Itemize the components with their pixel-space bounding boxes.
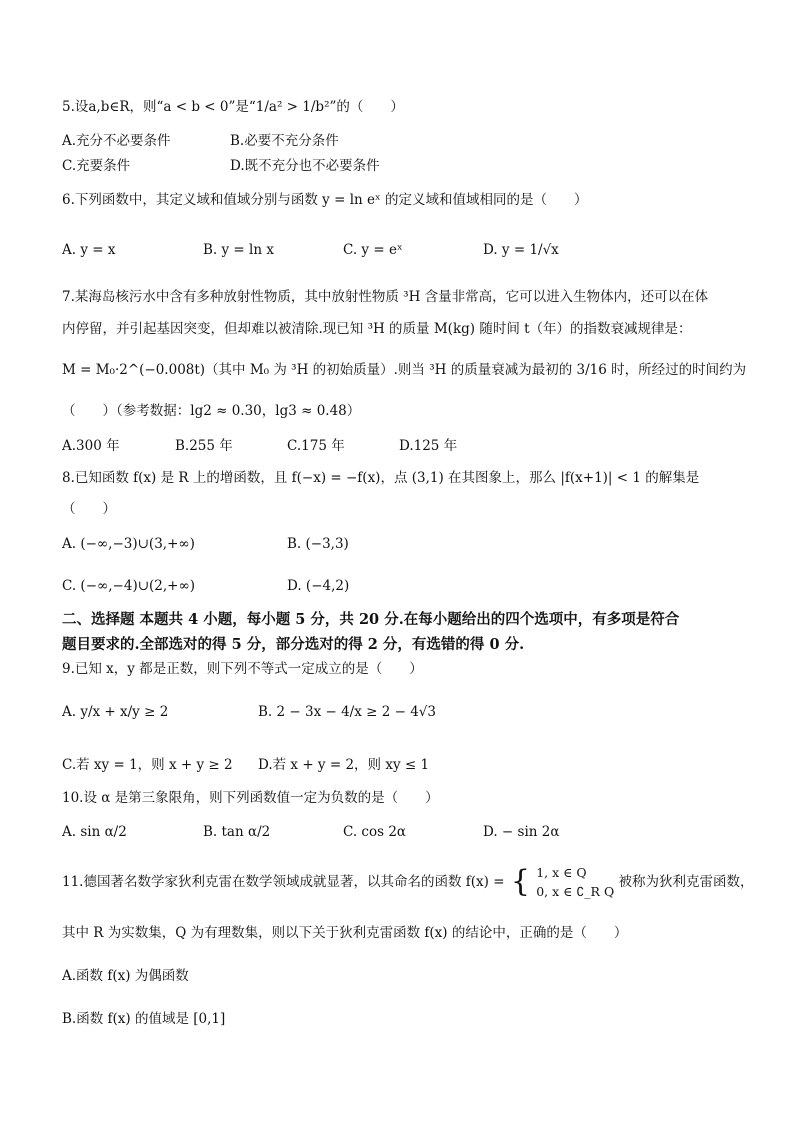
piecewise-brace: { [510,864,530,899]
q5-option-d: D.既不充分也不必要条件 [230,158,380,174]
q11-line-1-start: 11.德国著名数学家狄利克雷在数学领域成就显著，以其命名的函数 f(x) = [62,874,505,890]
q5-option-b: B.必要不充分条件 [230,133,339,149]
q10-option-a: A. sin α/2 [62,824,127,840]
q9-option-b: B. 2 − 3x − 4/x ≥ 2 − 4√3 [258,704,436,720]
q8-option-b: B. (−3,3) [287,536,349,552]
q11-line-1 [62,863,754,901]
q9-stem: 9.已知 x，y 都是正数，则下列不等式一定成立的是（ ） [62,661,423,677]
piecewise-case-2: 0, x ∈ ∁_R Q [536,884,615,899]
q8-line-2: （ ） [62,501,116,517]
q7-line-3: M = M₀·2^(−0.008t)（其中 M₀ 为 ³H 的初始质量）.则当 ³H 的质量衰减为最初的 3/16 时，所经过的时间约为 [62,362,747,378]
q10-option-c: C. cos 2α [343,824,407,840]
q10-option-d: D. − sin 2α [483,824,560,840]
q5-option-c: C.充要条件 [62,158,131,174]
section-2-heading-line-1: 二、选择题 本题共 4 小题，每小题 5 分，共 20 分.在每小题给出的四个选项中，有多项是符合 [62,611,680,628]
piecewise-cases [536,863,614,901]
q11-option-b: B.函数 f(x) 的值域是 [0,1] [62,1011,226,1027]
q8-option-c: C. (−∞,−4)∪(2,+∞) [62,578,195,594]
section-2-heading-line-2: 题目要求的.全部选对的得 5 分，部分选对的得 2 分，有选错的得 0 分. [62,636,525,653]
q7-line-2: 内停留，并引起基因突变，但却难以被清除.现已知 ³H 的质量 M(kg) 随时间 t（年）的指数衰减规律是： [62,321,692,337]
q11-line-2: 其中 R 为实数集，Q 为有理数集，则以下关于狄利克雷函数 f(x) 的结论中，正确的是（ ） [62,925,628,941]
q11-option-a: A.函数 f(x) 为偶函数 [62,968,189,984]
q7-option-a: A.300 年 [62,438,120,454]
q10-option-b: B. tan α/2 [203,824,271,840]
q7-line-4: （ ）（参考数据：lg2 ≈ 0.30，lg3 ≈ 0.48） [62,403,361,419]
q6-option-b: B. y = ln x [203,242,274,258]
q8-line-1: 8.已知函数 f(x) 是 R 上的增函数，且 f(−x) = −f(x)，点 (3,1) 在其图象上，那么 |f(x+1)| < 1 的解集是 [62,470,700,486]
piecewise-case-1: 1, x ∈ Q [536,865,587,880]
q6-option-c: C. y = eˣ [343,242,403,258]
q8-option-d: D. (−4,2) [287,578,350,594]
q5-option-a: A.充分不必要条件 [62,133,171,149]
q6-stem: 6.下列函数中，其定义域和值域分别与函数 y = ln eˣ 的定义域和值域相同的是（ ） [62,192,588,208]
q11-line-1-end: 被称为狄利克雷函数， [618,874,754,890]
q9-option-a: A. y/x + x/y ≥ 2 [62,704,169,720]
q7-option-b: B.255 年 [175,438,233,454]
q5-stem: 5.设a,b∈R，则“a < b < 0”是“1/a² > 1/b²”的（ ） [62,99,404,115]
q10-stem: 10.设 α 是第三象限角，则下列函数值一定为负数的是（ ） [62,790,439,806]
q9-option-c: C.若 xy = 1，则 x + y ≥ 2 [62,757,233,773]
q7-option-c: C.175 年 [287,438,345,454]
q7-option-d: D.125 年 [399,438,458,454]
q7-line-1: 7.某海岛核污水中含有多种放射性物质，其中放射性物质 ³H 含量非常高，它可以进入生物体内，还可以在体 [62,289,709,305]
q6-option-d: D. y = 1/√x [483,242,559,258]
q6-option-a: A. y = x [62,242,116,258]
q8-option-a: A. (−∞,−3)∪(3,+∞) [62,536,195,552]
q9-option-d: D.若 x + y = 2，则 xy ≤ 1 [258,757,430,773]
